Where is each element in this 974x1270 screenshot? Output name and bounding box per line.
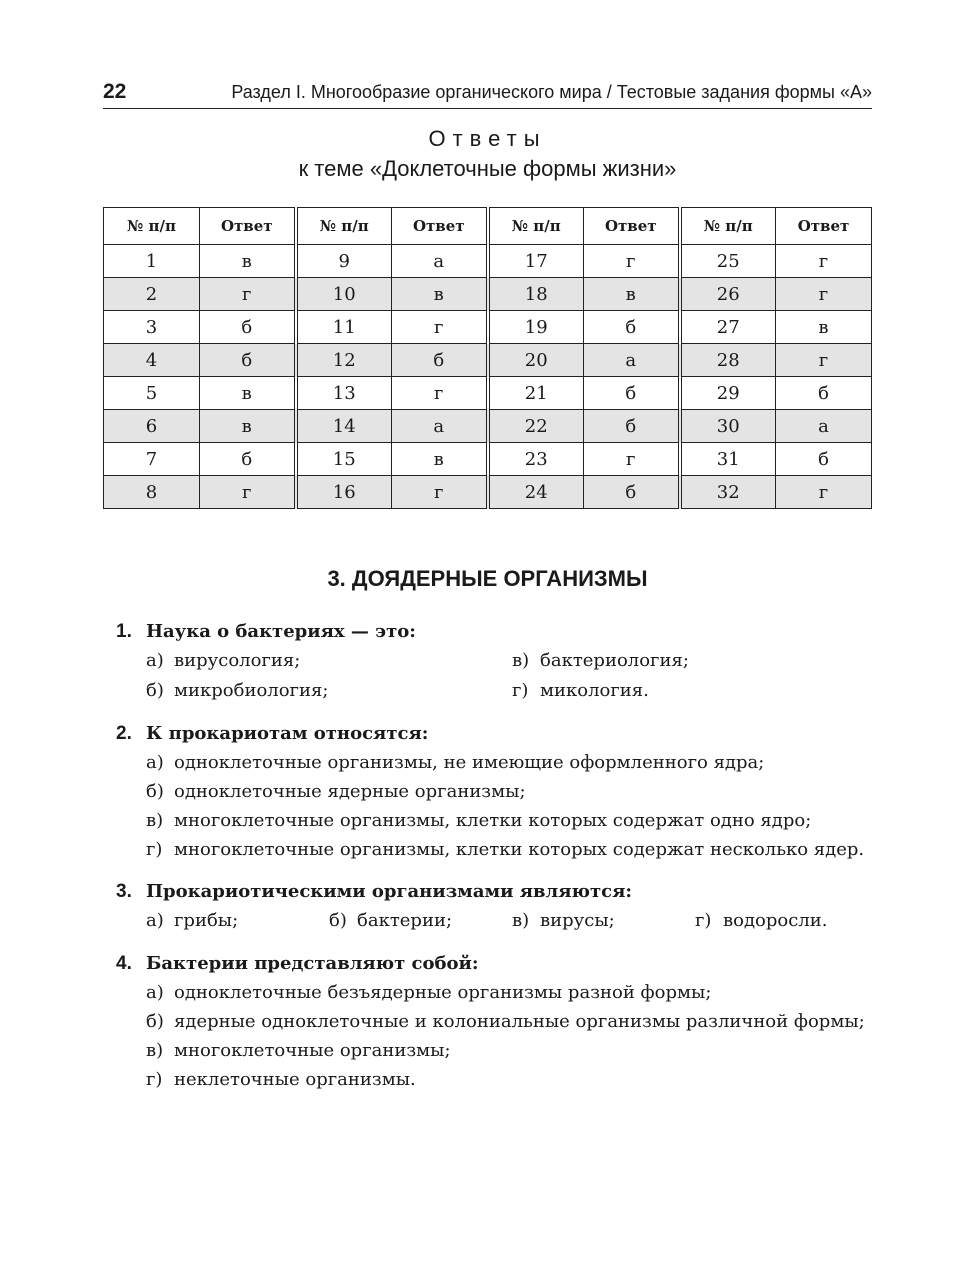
table-cell-number: 18 xyxy=(488,278,584,311)
section-title: 3. ДОЯДЕРНЫЕ ОРГАНИЗМЫ xyxy=(327,566,648,591)
page-header xyxy=(103,78,872,109)
answer-option: г) микология. xyxy=(512,680,649,701)
table-cell-number: 10 xyxy=(296,278,392,311)
answer-option: б) микробиология; xyxy=(146,680,329,701)
table-cell-answer: г xyxy=(776,344,872,377)
table-cell-number: 13 xyxy=(296,377,392,410)
question-text: Наука о бактериях — это: xyxy=(146,621,416,642)
table-cell-number: 21 xyxy=(488,377,584,410)
table-cell-number: 27 xyxy=(680,311,776,344)
table-cell-answer: г xyxy=(200,278,296,311)
answers-title: Ответы xyxy=(428,126,547,151)
col-answer-header: Ответ xyxy=(200,208,296,245)
answer-option: а) одноклеточные безъядерные организмы разной формы; xyxy=(146,982,712,1003)
page-number: 22 xyxy=(103,80,127,103)
table-cell-answer: б xyxy=(584,410,680,443)
table-cell-answer: в xyxy=(200,410,296,443)
answer-option: г) неклеточные организмы. xyxy=(146,1069,416,1090)
table-cell-answer: б xyxy=(584,377,680,410)
table-cell-number: 25 xyxy=(680,245,776,278)
table-cell-answer: в xyxy=(584,278,680,311)
col-num-header: № п/п xyxy=(488,208,584,245)
table-cell-answer: а xyxy=(584,344,680,377)
running-head: Раздел I. Многообразие органического мира / Тестовые задания формы «А» xyxy=(231,82,872,102)
answer-option: а) вирусология; xyxy=(146,650,301,671)
question-number: 1. xyxy=(116,621,132,642)
table-cell-answer: б xyxy=(200,311,296,344)
answers-subtitle: к теме «Доклеточные формы жизни» xyxy=(298,156,677,181)
answer-option: в) бактериология; xyxy=(512,650,689,671)
table-cell-answer: г xyxy=(392,377,488,410)
table-cell-answer: в xyxy=(392,443,488,476)
table-cell-number: 12 xyxy=(296,344,392,377)
table-cell-answer: б xyxy=(584,476,680,509)
answer-option: а) грибы; xyxy=(146,910,239,931)
table-cell-answer: а xyxy=(392,410,488,443)
table-cell-number: 22 xyxy=(488,410,584,443)
answer-option: б) бактерии; xyxy=(329,910,453,931)
answer-option: б) одноклеточные ядерные организмы; xyxy=(146,781,526,802)
table-cell-number: 20 xyxy=(488,344,584,377)
table-cell-answer: г xyxy=(200,476,296,509)
table-cell-number: 16 xyxy=(296,476,392,509)
table-cell-answer: г xyxy=(584,443,680,476)
question xyxy=(116,719,876,864)
table-cell-number: 32 xyxy=(680,476,776,509)
question-text: К прокариотам относятся: xyxy=(146,723,429,744)
table-cell-number: 1 xyxy=(104,245,200,278)
table-cell-answer: в xyxy=(200,245,296,278)
table-cell-answer: а xyxy=(776,410,872,443)
table-cell-number: 24 xyxy=(488,476,584,509)
table-cell-number: 28 xyxy=(680,344,776,377)
table-cell-number: 8 xyxy=(104,476,200,509)
table-cell-answer: г xyxy=(776,245,872,278)
table-row xyxy=(104,377,872,410)
question xyxy=(116,877,876,936)
table-row xyxy=(104,311,872,344)
answer-table xyxy=(103,207,872,509)
question-number: 3. xyxy=(116,881,132,902)
table-cell-number: 4 xyxy=(104,344,200,377)
questions-list xyxy=(116,617,876,1107)
table-cell-number: 2 xyxy=(104,278,200,311)
table-cell-answer: б xyxy=(392,344,488,377)
table-cell-answer: б xyxy=(200,344,296,377)
table-row xyxy=(104,410,872,443)
col-num-header: № п/п xyxy=(104,208,200,245)
col-answer-header: Ответ xyxy=(776,208,872,245)
table-cell-number: 23 xyxy=(488,443,584,476)
table-cell-number: 3 xyxy=(104,311,200,344)
table-cell-number: 14 xyxy=(296,410,392,443)
table-cell-number: 29 xyxy=(680,377,776,410)
table-cell-answer: г xyxy=(584,245,680,278)
table-cell-answer: г xyxy=(392,476,488,509)
answer-option: г) водоросли. xyxy=(695,910,828,931)
question-text: Прокариотическими организмами являются: xyxy=(146,881,633,902)
table-cell-number: 6 xyxy=(104,410,200,443)
table-cell-answer: б xyxy=(200,443,296,476)
question xyxy=(116,617,876,706)
answer-option: в) многоклеточные организмы; xyxy=(146,1040,451,1061)
table-cell-answer: г xyxy=(776,278,872,311)
table-cell-answer: б xyxy=(776,443,872,476)
table-cell-number: 26 xyxy=(680,278,776,311)
answer-table-header xyxy=(104,208,872,245)
table-cell-number: 11 xyxy=(296,311,392,344)
question-text: Бактерии представляют собой: xyxy=(146,953,479,974)
table-cell-answer: в xyxy=(776,311,872,344)
table-cell-number: 9 xyxy=(296,245,392,278)
answer-option: а) одноклеточные организмы, не имеющие оформленного ядра; xyxy=(146,752,765,773)
answer-option: в) многоклеточные организмы, клетки которых содержат одно ядро; xyxy=(146,810,812,831)
table-cell-number: 19 xyxy=(488,311,584,344)
col-answer-header: Ответ xyxy=(392,208,488,245)
question xyxy=(116,949,876,1094)
table-cell-number: 31 xyxy=(680,443,776,476)
answer-option: в) вирусы; xyxy=(512,910,615,931)
table-cell-number: 7 xyxy=(104,443,200,476)
table-cell-answer: б xyxy=(584,311,680,344)
col-num-header: № п/п xyxy=(680,208,776,245)
table-row xyxy=(104,476,872,509)
table-cell-answer: в xyxy=(392,278,488,311)
table-cell-answer: г xyxy=(392,311,488,344)
table-cell-answer: г xyxy=(776,476,872,509)
table-cell-answer: а xyxy=(392,245,488,278)
answer-option: г) многоклеточные организмы, клетки которых содержат несколько ядер. xyxy=(146,839,865,860)
table-row xyxy=(104,443,872,476)
col-answer-header: Ответ xyxy=(584,208,680,245)
question-number: 4. xyxy=(116,953,132,974)
table-cell-number: 15 xyxy=(296,443,392,476)
table-cell-number: 17 xyxy=(488,245,584,278)
answer-option: б) ядерные одноклеточные и колониальные организмы различной формы; xyxy=(146,1011,865,1032)
table-row xyxy=(104,245,872,278)
table-cell-number: 30 xyxy=(680,410,776,443)
table-cell-number: 5 xyxy=(104,377,200,410)
table-row xyxy=(104,344,872,377)
col-num-header: № п/п xyxy=(296,208,392,245)
table-cell-answer: б xyxy=(776,377,872,410)
table-cell-answer: в xyxy=(200,377,296,410)
table-row xyxy=(104,278,872,311)
question-number: 2. xyxy=(116,723,132,744)
